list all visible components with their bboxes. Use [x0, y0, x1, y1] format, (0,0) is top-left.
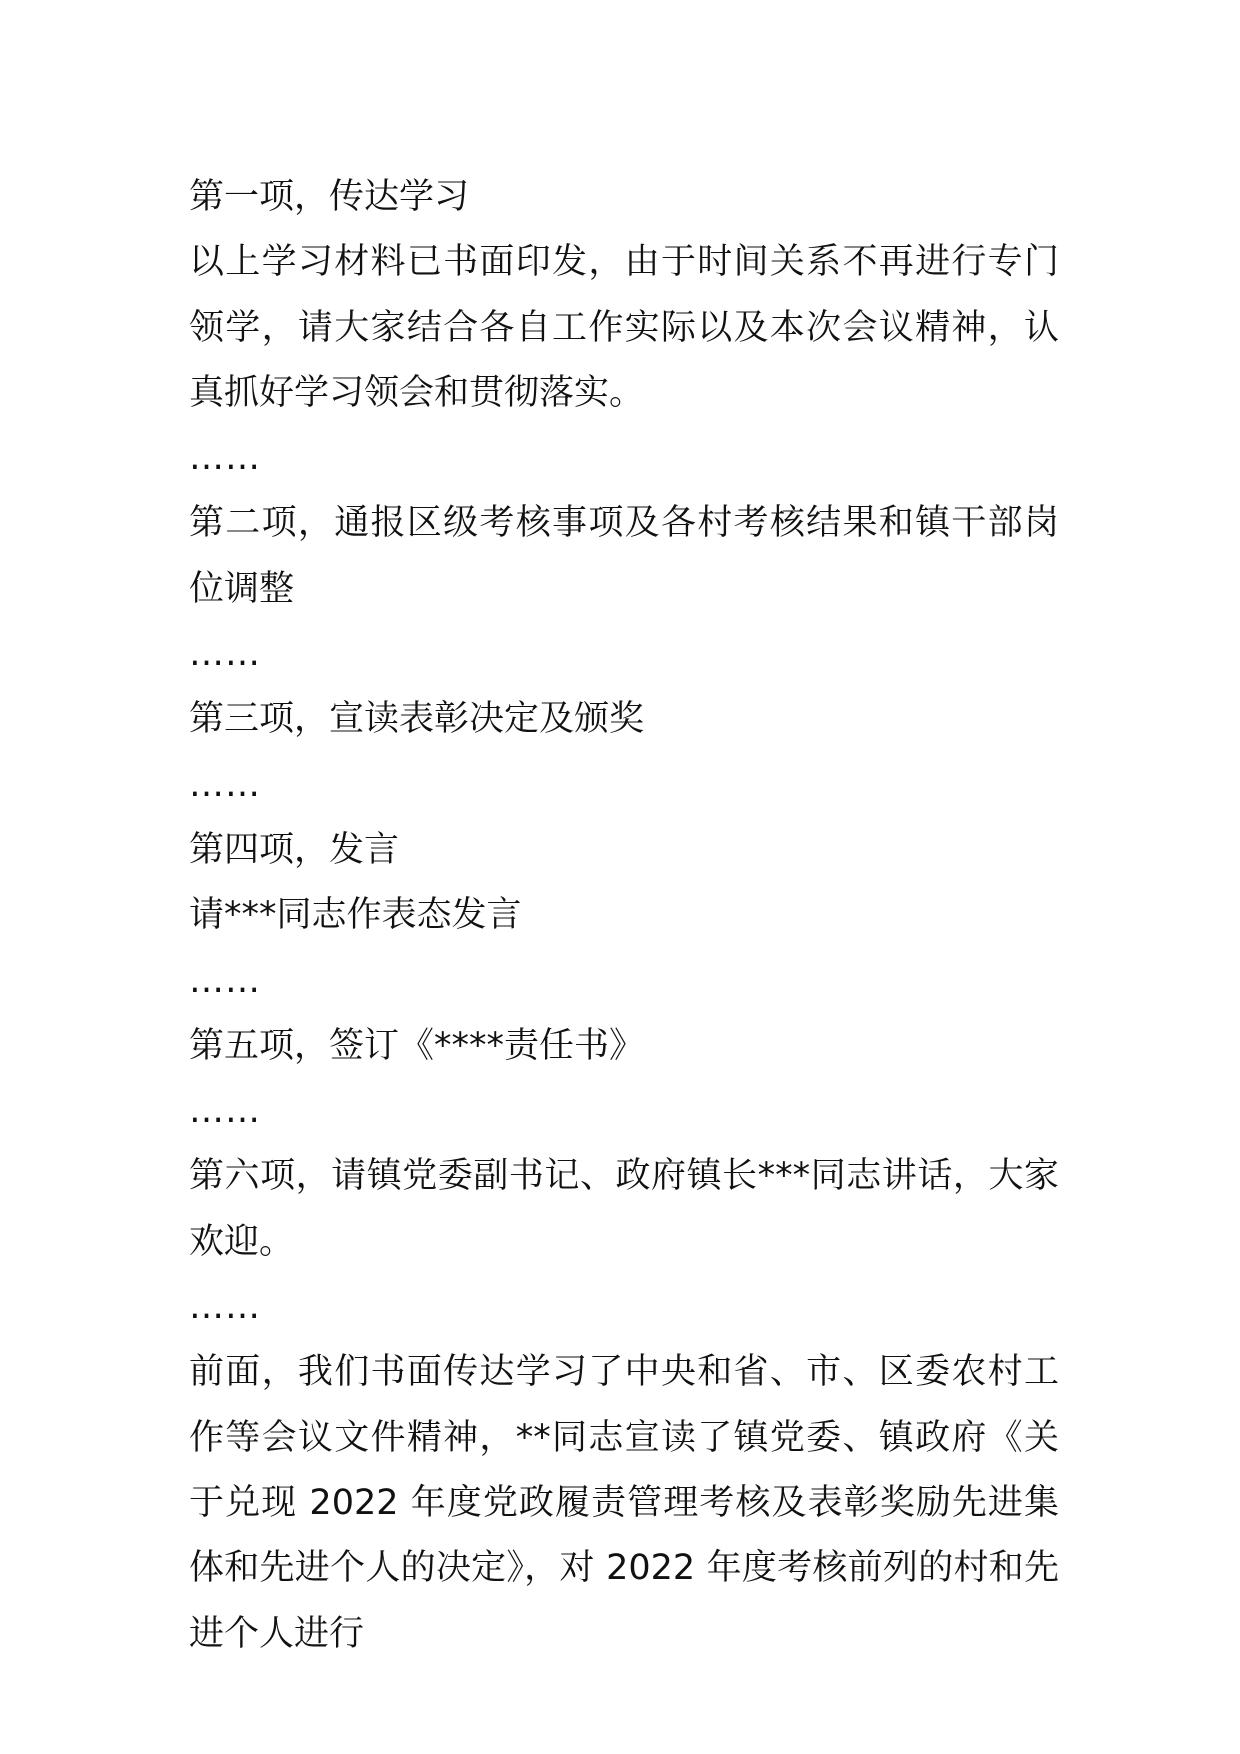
document-body	[189, 165, 1059, 1667]
ellipsis-3: ……	[189, 764, 261, 805]
item-five-heading: 第五项，签订《****责任书》	[189, 1025, 645, 1066]
item-one-body: 以上学习材料已书面印发，由于时间关系不再进行专门领学，请大家结合各自工作实际以及本次会议精神，认真抓好学习领会和贯彻落实。	[189, 242, 1059, 413]
item-three-heading: 第三项，宣读表彰决定及颁奖	[189, 699, 645, 740]
item-one-heading: 第一项，传达学习	[189, 177, 470, 217]
ellipsis-6: ……	[189, 1287, 261, 1328]
summary-paragraph: 前面，我们书面传达学习了中央和省、市、区委农村工作等会议文件精神，**同志宣读了镇党委、镇政府《关于兑现 2022 年度党政履责管理考核及表彰奖励先进集体和先进个人的决定》，对 2022 年度考核前列的村和先进个人进行	[189, 1352, 1059, 1654]
ellipsis-2: ……	[189, 634, 261, 675]
item-four-body: 请***同志作表态发言	[189, 895, 522, 936]
item-two-heading: 第二项，通报区级考核事项及各村考核结果和镇干部岗位调整	[189, 503, 1059, 609]
item-six-heading: 第六项，请镇党委副书记、政府镇长***同志讲话，大家欢迎。	[189, 1156, 1059, 1262]
ellipsis-4: ……	[189, 960, 261, 1001]
ellipsis-5: ……	[189, 1091, 261, 1132]
item-four-heading: 第四项，发言	[189, 829, 400, 870]
ellipsis-1: ……	[189, 438, 261, 479]
